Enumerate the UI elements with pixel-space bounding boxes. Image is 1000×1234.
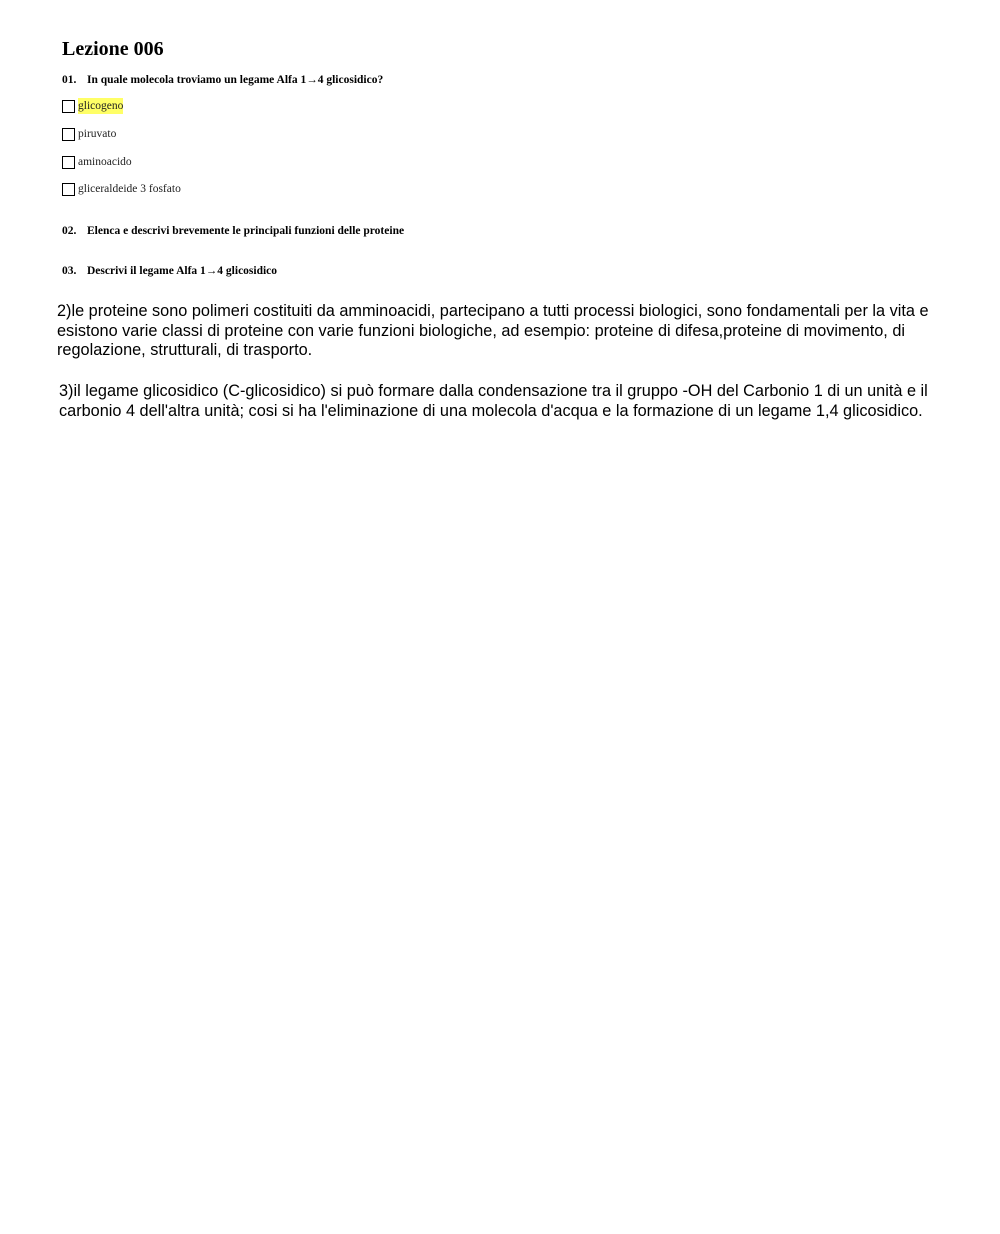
answer-text-3: 3)il legame glicosidico (C-glicosidico) si può formare dalla condensazione tra il gruppo -OH del Carbonio 1 di un unità e il carbonio 4 dell'altra unità; cosi si ha l'eliminazione di una molecola d'acqua e la formazione di un legame 1,4 glicosidico. bbox=[59, 382, 928, 420]
page-title: Lezione 006 bbox=[62, 38, 164, 60]
option-label: glicogeno bbox=[78, 100, 124, 112]
checkbox[interactable] bbox=[62, 128, 75, 141]
checkbox[interactable] bbox=[62, 183, 75, 196]
answer-option-aminoacido[interactable] bbox=[62, 154, 132, 170]
question-text: In quale molecola troviamo un legame Alfa 1→4 glicosidico? bbox=[87, 74, 384, 86]
question-text: Descrivi il legame Alfa 1→4 glicosidico bbox=[87, 265, 278, 277]
answer-text-2: 2)le proteine sono polimeri costituiti da amminoacidi, partecipano a tutti processi biologici, sono fondamentali per la vita e esistono varie classi di proteine con varie funzioni biologiche, ad esempio: proteine di difesa,proteine di movimento, di regolazione, strutturali, di trasporto. bbox=[57, 302, 929, 360]
question-number: 01. bbox=[62, 74, 77, 86]
question-number: 03. bbox=[62, 265, 77, 277]
question-number: 02. bbox=[62, 225, 77, 237]
answer-option-glicogeno[interactable] bbox=[62, 98, 123, 114]
answer-option-piruvato[interactable] bbox=[62, 126, 116, 142]
answer-option-gliceraldeide[interactable] bbox=[62, 181, 181, 197]
question-text: Elenca e descrivi brevemente le principali funzioni delle proteine bbox=[87, 225, 405, 237]
option-label: gliceraldeide 3 fosfato bbox=[78, 183, 181, 195]
question-03 bbox=[62, 263, 277, 279]
option-label: aminoacido bbox=[78, 156, 132, 168]
option-label: piruvato bbox=[78, 128, 117, 140]
checkbox[interactable] bbox=[62, 156, 75, 169]
checkbox[interactable] bbox=[62, 100, 75, 113]
question-01 bbox=[62, 72, 383, 88]
question-02 bbox=[62, 223, 404, 239]
